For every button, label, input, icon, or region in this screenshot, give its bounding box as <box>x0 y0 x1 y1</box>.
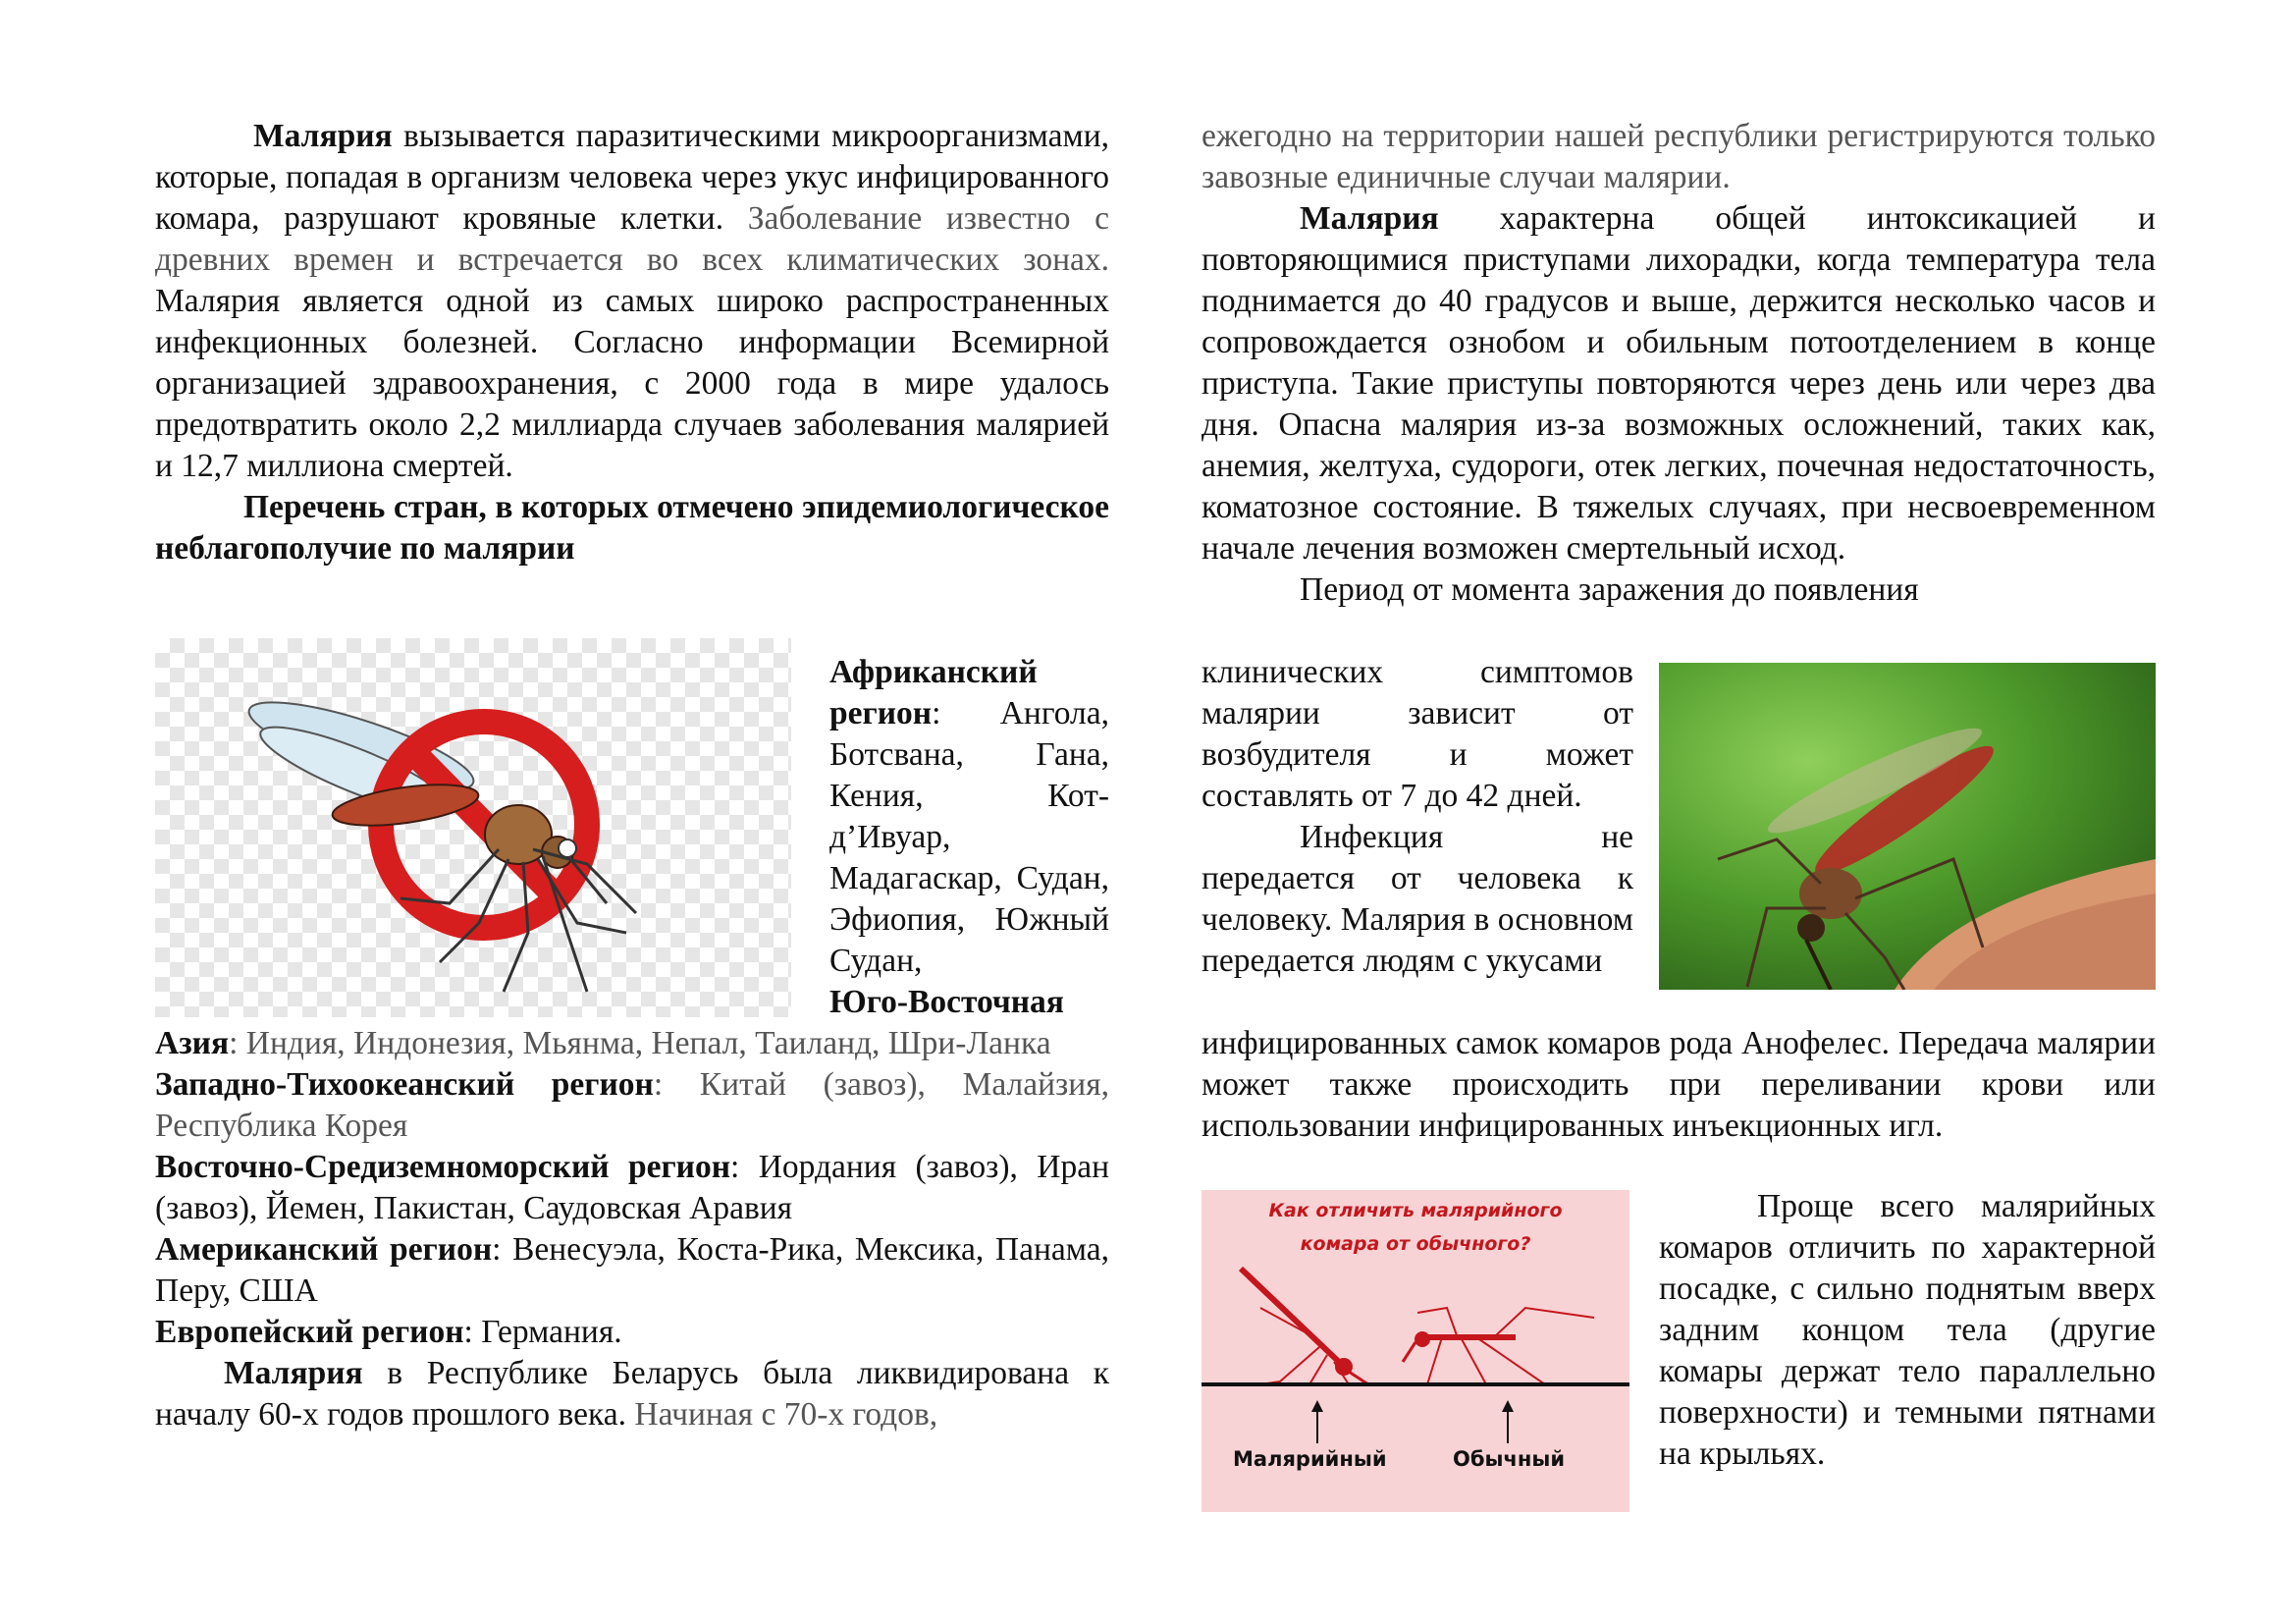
region-west-pacific <box>155 1064 1109 1147</box>
region-text: : Индия, Индонезия, Мьянма, Непал, Таиланд, Шри-Ланка <box>229 1025 1051 1061</box>
no-mosquito-icon <box>155 638 791 1017</box>
label-common: Обычный <box>1453 1447 1566 1471</box>
region-label: Восточно-Средиземноморский регион <box>155 1149 731 1185</box>
intro-grey-text: Заболевание известно с древних времен и встречается во всех климатических зонах. <box>155 200 1109 278</box>
period-block <box>1201 652 1633 982</box>
transmission-block <box>1201 1023 2156 1147</box>
distinguish-text: Проще всего малярийных комаров отличить по характерной посадке, с сильно поднятым вверх задним концом тела (другие комары держат тело параллельно поверхности) и темными пятнами на крыльях. <box>1659 1188 2156 1472</box>
african-region-block <box>829 652 1109 1023</box>
african-region-label: Африканский регион <box>829 654 1038 731</box>
transmission-text: инфицированных самок комаров рода Анофелес. Передача малярии может также происходить при переливании крови или использовании инфицированных инъекционных игл. <box>1201 1025 2156 1144</box>
sea-region-label-1: Юго-Восточная <box>829 984 1064 1020</box>
compare-title-1: Как отличить малярийного <box>1268 1200 1563 1221</box>
region-label: Азия <box>155 1025 230 1061</box>
compare-mosquitoes-image <box>1201 1190 1629 1512</box>
intro-text-1: вызывается паразитическими микроорганизмами, которые, попадая в организм человека через укус инфицированного комара, разрушают кровяные клетки. <box>155 118 1109 237</box>
region-text: : Иордания (завоз), Иран (завоз), Йемен, Пакистан, Саудовская Аравия <box>155 1149 1109 1226</box>
distinguish-block <box>1659 1186 2156 1475</box>
belarus-continuation: ежегодно на территории нашей республики регистрируются только завозные единичные случаи малярии. <box>1201 118 2156 195</box>
symptoms-text: характерна общей интоксикацией и повторяющимися приступами лихорадки, когда температура тела поднимается до 40 градусов и выше, держится несколько часов и сопровождается ознобом и обильным потоотделением в конце приступа. Такие приступы повторяются через день или через два дня. Опасна малярия из-за возможных осложнений, таких как, анемия, желтуха, судороги, отек легких, почечная недостаточность, коматозное состояние. В тяжелых случаях, при несвоевременном начале лечения возможен смертельный исход. <box>1201 200 2156 567</box>
belarus-text: в Республике Беларусь была ликвидирована к началу 60-х годов прошлого века. <box>155 1355 1109 1433</box>
region-label: Европейский регион <box>155 1314 464 1350</box>
belarus-paragraph <box>155 1353 1109 1435</box>
period-line: Период от момента заражения до появления <box>1300 571 1919 608</box>
region-asia <box>155 1023 1109 1064</box>
region-east-med <box>155 1147 1109 1229</box>
region-label: Американский регион <box>155 1231 493 1268</box>
region-label: Западно-Тихоокеанский регион <box>155 1066 654 1103</box>
mosquito-photo <box>1659 663 2156 990</box>
mosquito-photo-icon <box>1659 663 2156 990</box>
region-americas <box>155 1229 1109 1312</box>
symptoms-paragraph <box>1201 198 2156 569</box>
left-column <box>155 116 1109 569</box>
regions-list <box>155 1023 1109 1435</box>
label-malaria: Малярийный <box>1233 1447 1387 1471</box>
region-text: : Китай (завоз), Малайзия, Республика Корея <box>155 1066 1109 1144</box>
african-region-text: : Ангола, Ботсвана, Гана, Кения, Кот-д’Ивуар, Мадагаскар, Судан, Эфиопия, Южный Судан, <box>829 695 1109 979</box>
compare-title-2: комара от обычного? <box>1300 1233 1531 1255</box>
period-text: клинических симптомов малярии зависит от возбудителя и может составлять от 7 до 42 дней. <box>1201 654 1633 814</box>
term-malaria: Малярия <box>1300 200 1439 237</box>
sea-label-start <box>829 982 1109 1023</box>
countries-heading: Перечень стран, в которых отмечено эпидемиологическое неблагополучие по малярии <box>155 489 1109 567</box>
term-malaria: Малярия <box>224 1355 363 1391</box>
african-region <box>829 652 1109 982</box>
intro-text-2: Малярия является одной из самых широко распространенных инфекционных болезней. Согласно информации Всемирной организацией здравоохранения, с 2000 года в мире удалось предотвратить около 2,2 миллиарда случаев заболевания малярией и 12,7 миллиона смертей. <box>155 283 1109 484</box>
region-text: : Германия. <box>463 1314 622 1350</box>
belarus-grey-text: Начиная с 70-х годов, <box>634 1396 938 1433</box>
intro-paragraph <box>155 116 1109 487</box>
term-malaria: Малярия <box>253 118 393 154</box>
infection-text: Инфекция не передается от человека к человеку. Малярия в основном передается людям с укусами <box>1201 819 1633 979</box>
right-column <box>1201 116 2156 611</box>
no-mosquito-image <box>155 638 791 1017</box>
region-europe <box>155 1312 1109 1353</box>
region-text: : Венесуэла, Коста-Рика, Мексика, Панама, Перу, США <box>155 1231 1109 1309</box>
